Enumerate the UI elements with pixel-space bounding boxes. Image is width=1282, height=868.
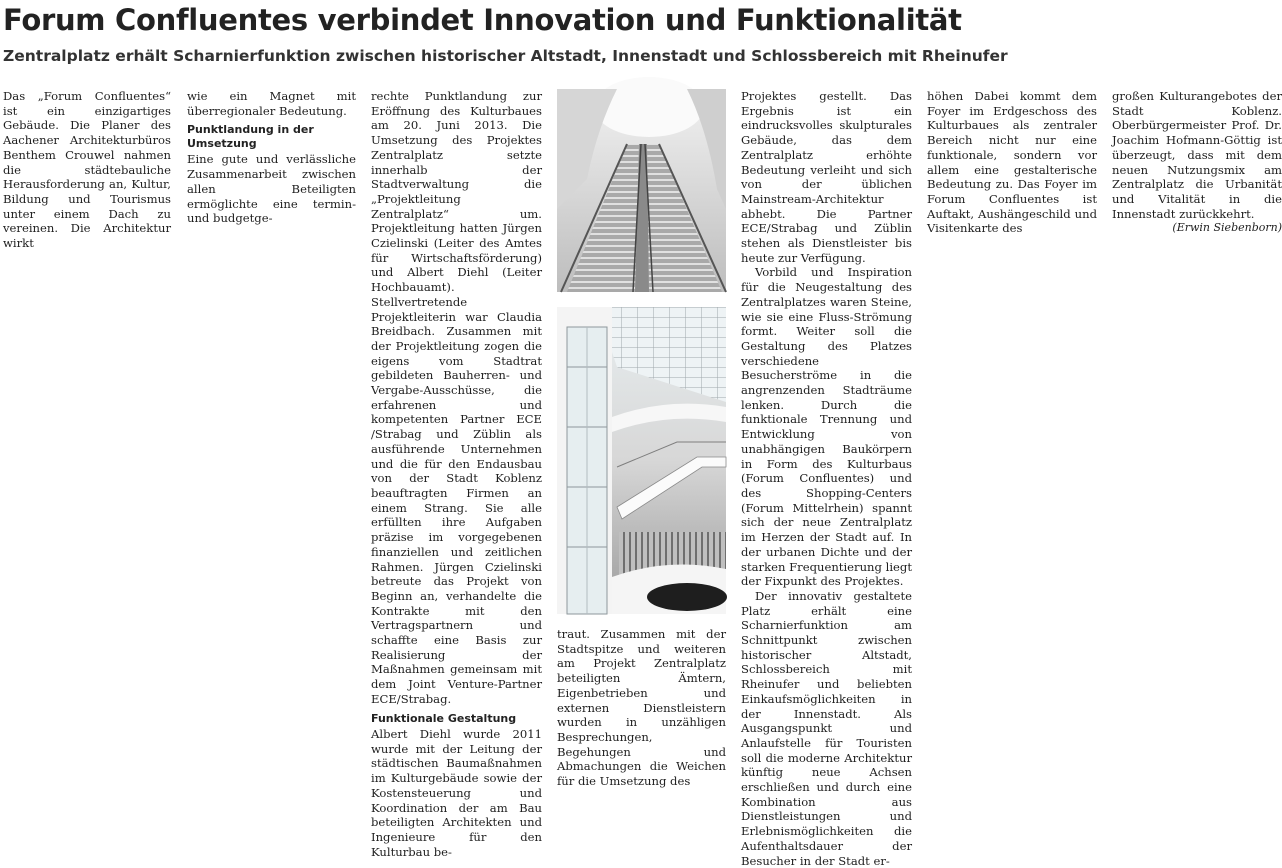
- article-column-7: [1112, 89, 1282, 236]
- section-heading: Punktlandung in der Umsetzung: [187, 123, 314, 150]
- subheadline: Zentralplatz erhält Scharnierfunktion zwischen historischer Altstadt, Innenstadt und Schlossbereich mit Rheinufer: [3, 47, 1008, 65]
- atrium-staircase-photo: [557, 307, 726, 614]
- paragraph: Eine gute und verlässliche Zusammenarbeit zwischen allen Beteiligten ermöglichte eine termin- und budgetge-: [187, 152, 356, 226]
- escalator-photo: [557, 89, 726, 292]
- headline: Forum Confluentes verbindet Innovation und Funktionalität: [3, 3, 962, 37]
- paragraph: Das „Forum Confluentes“ ist ein einzigartiges Gebäude. Die Planer des Aachener Architekturbüros Benthem Crouwel nahmen die städtebauliche Herausforderung an, Kultur, Bildung und Tourismus unter einem Dach zu vereinen. Die Architektur wirkt: [3, 89, 171, 251]
- article-column-2: [187, 89, 356, 226]
- paragraph: traut. Zusammen mit der Stadtspitze und weiteren am Projekt Zentralplatz beteiligten Ämtern, Eigenbetrieben und externen Dienstleistern wurden in unzähligen Besprechungen, Begehungen und Abmachungen die Weichen für die Umsetzung des: [557, 627, 726, 789]
- paragraph: wie ein Magnet mit überregionaler Bedeutung.: [187, 89, 356, 118]
- paragraph: höhen Dabei kommt dem Foyer im Erdgeschoss des Kulturbaues als zentraler Bereich nicht nur eine funktionale, sondern vor allem eine gestalterische Bedeutung zu. Das Foyer im Forum Confluentes ist Auftakt, Aushängeschild und Visitenkarte des: [927, 89, 1097, 236]
- paragraph: Der innovativ gestaltete Platz erhält eine Scharnierfunktion am Schnittpunkt zwischen historischer Altstadt, Schlossbereich mit Rheinufer und beliebten Einkaufsmöglichkeiten in der Innenstadt. Als Ausgangspunkt und Anlaufstelle für Touristen soll die moderne Architektur künftig neue Achsen erschließen und durch eine Kombination aus Dienstleistungen und Erlebnismöglichkeiten die Aufenthaltsdauer der Besucher in der Stadt er-: [741, 588, 912, 868]
- article-column-4: [557, 627, 726, 789]
- paragraph: Albert Diehl wurde 2011 wurde mit der Leitung der städtischen Baumaßnahmen im Kulturgebäude sowie der Kostensteuerung und Koordination der am Bau beteiligten Architekten und Ingenieure für den Kulturbau be-: [371, 727, 542, 859]
- article-column-6: [927, 89, 1097, 236]
- article-column-1: [3, 89, 171, 251]
- article-column-3: [371, 89, 542, 859]
- article-column-5: [741, 89, 912, 868]
- paragraph: rechte Punktlandung zur Eröffnung des Kulturbaues am 20. Juni 2013. Die Umsetzung des Projektes Zentralplatz setzte innerhalb der Stadtverwaltung die „Projektleitung Zentralplatz“ um. Projektleitung hatten Jürgen Czielinski (Leiter des Amtes für Wirtschaftsförderung) und Albert Diehl (Leiter Hochbauamt). Stellvertretende Projektleiterin war Claudia Breidbach. Zusammen mit der Projektleitung zogen die eigens vom Stadtrat gebildeten Bauherren- und Vergabe-Ausschüsse, die erfahrenen und kompetenten Partner ECE /Strabag und Züblin als ausführende Unternehmen und die für den Endausbau von der Stadt Koblenz beauftragten Firmen an einem Strang. Sie alle erfüllten ihre Aufgaben präzise im vorgegebenen finanziellen und zeitlichen Rahmen. Jürgen Czielinski betreute das Projekt von Beginn an, verhandelte die Kontrakte mit den Vertragspartnern und schaffte eine Basis zur Realisierung der Maßnahmen gemeinsam mit dem Joint Venture-Partner ECE/Strabag.: [371, 89, 542, 706]
- paragraph: Vorbild und Inspiration für die Neugestaltung des Zentralplatzes waren Steine, wie sie eine Fluss-Strömung formt. Weiter soll die Gestaltung des Platzes verschiedene Besucherströme in die angrenzenden Stadträume lenken. Durch die funktionale Trennung und Entwicklung von unabhängigen Baukörpern in Form des Kulturbaus (Forum Confluentes) und des Shopping-Centers (Forum Mittelrhein) spannt sich der neue Zentralplatz im Herzen der Stadt auf. In der urbanen Dichte und der starken Frequentierung liegt der Fixpunkt des Projektes.: [741, 265, 912, 589]
- section-heading: Funktionale Gestaltung: [371, 711, 517, 725]
- author-credit: (Erwin Siebenborn): [1172, 221, 1282, 235]
- paragraph: großen Kulturangebotes der Stadt Koblenz. Oberbürgermeister Prof. Dr. Joachim Hofmann-Göttig ist überzeugt, dass mit dem neuen Nutzungsmix am Zentralplatz die Urbanität und Vitalität in die Innenstadt zurückkehrt.: [1112, 89, 1282, 221]
- paragraph: Projektes gestellt. Das Ergebnis ist ein eindrucksvolles skulpturales Gebäude, das dem Zentralplatz erhöhte Bedeutung verleiht und sich von der üblichen Mainstream-Architektur abhebt. Die Partner ECE/Strabag und Züblin stehen als Dienstleister bis heute zur Verfügung.: [741, 89, 912, 265]
